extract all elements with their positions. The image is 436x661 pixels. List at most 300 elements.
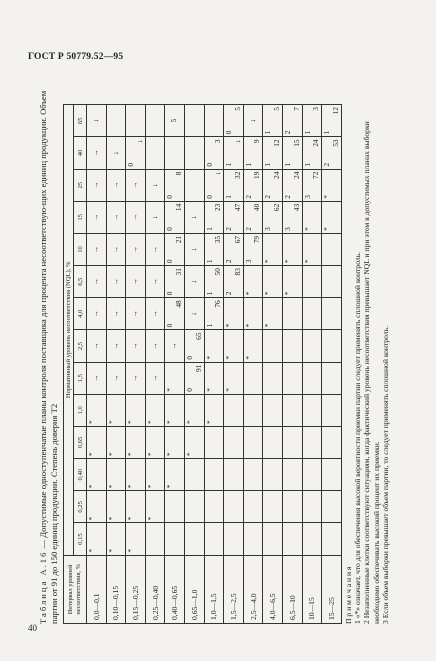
acceptance-number: 1	[263, 162, 273, 167]
cell-mark: ↓	[149, 183, 159, 187]
plan-cell	[106, 459, 126, 491]
plan-cell	[243, 298, 263, 330]
acceptance-number: *	[165, 452, 175, 457]
plan-cell	[165, 137, 185, 169]
plan-cell	[87, 330, 107, 362]
acceptance-number: 0	[126, 162, 136, 167]
plan-cell	[184, 459, 204, 491]
plan-cell	[243, 394, 263, 426]
plan-cell	[282, 426, 302, 458]
sample-size: 3	[311, 107, 321, 111]
acceptance-number: *	[145, 484, 155, 489]
nql-column-header: 65	[74, 105, 87, 137]
acceptance-number: 1	[224, 195, 234, 199]
row-range-label: 0,15—0,25	[126, 555, 146, 623]
nql-column-header: 0,25	[74, 491, 87, 523]
plan-cell	[126, 105, 146, 137]
row-range-label: 0,10—0,15	[106, 555, 126, 623]
plan-cell	[204, 298, 224, 330]
sample-size: 3	[213, 139, 223, 144]
acceptance-number: *	[87, 516, 96, 521]
acceptance-number: *	[126, 484, 136, 489]
sample-size: 35	[213, 235, 223, 244]
plan-cell	[184, 266, 204, 298]
plan-cell	[126, 459, 146, 491]
plan-cell	[126, 137, 146, 169]
plan-cell	[87, 426, 107, 458]
plan-cell	[282, 105, 302, 137]
plan-cell	[165, 233, 185, 265]
row-range-label: 0,0—0,1	[87, 555, 107, 623]
caption-text: — Допустимые одноступенчатые планы контроля поставщика для процента несоответствую-щих единиц продукции. Объем партии от 91 до 150 единиц продукции. Степень доверия Т2	[38, 90, 59, 624]
plan-cell	[106, 394, 126, 426]
plan-cell	[106, 233, 126, 265]
table-row	[243, 105, 263, 624]
plan-cell	[282, 523, 302, 555]
table-row	[106, 105, 126, 624]
sample-size: 62	[271, 203, 281, 212]
cell-mark: →	[110, 181, 120, 189]
table-row	[282, 105, 302, 624]
acceptance-number: 1	[204, 259, 214, 264]
acceptance-number: 1	[204, 227, 214, 231]
plan-cell	[243, 233, 263, 265]
acceptance-number: *	[263, 291, 273, 296]
sample-size: 65	[193, 332, 203, 340]
acceptance-number: *	[243, 323, 253, 328]
acceptance-number: *	[106, 484, 116, 489]
plan-cell	[126, 330, 146, 362]
plan-cell	[224, 394, 244, 426]
row-range-label: 1,0—1,5	[204, 555, 224, 623]
plan-cell	[126, 426, 146, 458]
acceptance-number: 1	[322, 130, 332, 135]
sample-size: 12	[330, 107, 340, 115]
plan-cell	[302, 491, 322, 523]
sample-size: 24	[311, 139, 321, 147]
acceptance-number: 2	[243, 227, 253, 231]
cell-mark: ↓	[188, 247, 198, 252]
sample-size: 19	[252, 171, 262, 179]
plan-cell	[263, 137, 283, 169]
corner-header: Интервал уровней несоответствия, %	[64, 555, 87, 623]
plan-cell	[87, 137, 107, 169]
plan-cell	[145, 137, 165, 169]
plan-cell	[282, 169, 302, 201]
plan-cell	[87, 362, 107, 394]
plan-cell	[263, 298, 283, 330]
acceptance-number: *	[224, 355, 234, 360]
plan-cell	[322, 233, 342, 265]
acceptance-number: 2	[224, 227, 234, 231]
plan-cell	[126, 394, 146, 426]
plan-cell	[145, 459, 165, 491]
plan-cell	[87, 233, 107, 265]
plan-cell	[165, 201, 185, 233]
plan-cell	[106, 426, 126, 458]
plan-cell	[282, 266, 302, 298]
plan-cell	[322, 137, 342, 169]
acceptance-number: 2	[322, 162, 332, 167]
notes	[344, 84, 390, 624]
acceptance-number: *	[224, 388, 234, 392]
plan-cell	[106, 169, 126, 201]
plan-cell	[106, 298, 126, 330]
acceptance-number: *	[302, 259, 312, 264]
acceptance-number: *	[126, 420, 136, 424]
rotated-content	[38, 84, 398, 624]
plan-cell	[243, 330, 263, 362]
nql-column-header: 1,0	[74, 394, 87, 426]
acceptance-number: *	[145, 452, 155, 457]
sampling-plans-table	[63, 104, 342, 624]
cell-mark: ↓	[149, 215, 159, 220]
acceptance-number: *	[282, 259, 292, 264]
plan-cell	[263, 201, 283, 233]
acceptance-number: *	[263, 259, 273, 264]
cell-mark: →	[149, 277, 159, 286]
plan-cell	[145, 201, 165, 233]
nql-column-header: 0,40	[74, 459, 87, 491]
nql-column-header: 0,65	[74, 426, 87, 458]
plan-cell	[184, 298, 204, 330]
plan-cell	[322, 169, 342, 201]
plan-cell	[145, 523, 165, 555]
sample-size: 83	[232, 268, 242, 276]
plan-cell	[106, 523, 126, 555]
plan-cell	[126, 201, 146, 233]
row-range-label: 4,0—6,5	[263, 555, 283, 623]
acceptance-number: *	[145, 420, 155, 424]
acceptance-number: *	[126, 548, 136, 553]
cell-mark: →	[110, 342, 120, 350]
plan-cell	[322, 426, 342, 458]
acceptance-number: *	[145, 516, 155, 521]
cell-mark: →	[110, 245, 120, 254]
plan-cell	[204, 491, 224, 523]
plan-cell	[282, 201, 302, 233]
acceptance-number: *	[243, 291, 253, 296]
row-range-label: 2,5—4,0	[243, 555, 263, 623]
table-caption	[38, 84, 60, 624]
plan-cell	[224, 491, 244, 523]
acceptance-number: *	[224, 323, 234, 328]
plan-cell	[184, 169, 204, 201]
plan-cell	[106, 491, 126, 523]
plan-cell	[184, 491, 204, 523]
plan-cell	[263, 169, 283, 201]
cell-mark: →	[169, 342, 179, 350]
plan-cell	[126, 298, 146, 330]
row-range-label: 6,5—10	[282, 555, 302, 623]
acceptance-number: *	[106, 548, 116, 553]
plan-cell	[243, 523, 263, 555]
plan-cell	[165, 266, 185, 298]
acceptance-number: *	[322, 195, 332, 199]
plan-cell	[204, 169, 224, 201]
cell-mark: →	[91, 245, 100, 254]
sample-size: 72	[311, 171, 321, 179]
plan-cell	[263, 105, 283, 137]
plan-cell	[145, 426, 165, 458]
plan-cell	[282, 491, 302, 523]
plan-cell	[165, 523, 185, 555]
acceptance-number: *	[165, 484, 175, 489]
plan-cell	[243, 459, 263, 491]
plan-cell	[165, 459, 185, 491]
table-row	[165, 105, 185, 624]
acceptance-number: 3	[243, 259, 253, 264]
table-row	[87, 105, 107, 624]
row-range-label: 10—15	[302, 555, 322, 623]
acceptance-number: 3	[263, 227, 273, 231]
cell-mark: →	[110, 277, 120, 286]
plan-cell	[224, 137, 244, 169]
plan-cell	[302, 459, 322, 491]
page-number: 40	[28, 623, 37, 633]
cell-mark: →	[91, 374, 100, 382]
plan-cell	[87, 491, 107, 523]
plan-cell	[204, 330, 224, 362]
row-range-label: 1,5—2,5	[224, 555, 244, 623]
plan-cell	[322, 201, 342, 233]
plan-cell	[165, 298, 185, 330]
acceptance-number: *	[184, 452, 194, 457]
plan-cell	[204, 105, 224, 137]
plan-cell	[87, 201, 107, 233]
plan-cell	[165, 491, 185, 523]
plan-cell	[87, 523, 107, 555]
plan-cell	[87, 105, 107, 137]
plan-cell	[282, 233, 302, 265]
acceptance-number: *	[87, 548, 96, 553]
plan-cell	[282, 394, 302, 426]
plan-cell	[145, 169, 165, 201]
note-2: 2 Незаполненные клетки соответствуют ситуациям, когда фактический уровень несоответствия превышает NQL и при этом в допустимых планах выборки необходимо обеспечивать высокий процент их приемки.	[362, 121, 381, 624]
plan-cell	[126, 523, 146, 555]
plan-cell	[263, 426, 283, 458]
acceptance-number: *	[165, 388, 175, 392]
page-header: ГОСТ Р 50779.52—95	[28, 52, 124, 62]
acceptance-number: *	[263, 323, 273, 328]
plan-cell	[165, 105, 185, 137]
acceptance-number: 0	[204, 162, 214, 167]
plan-cell	[126, 233, 146, 265]
notes-title: П р и м е ч а н и я	[343, 566, 353, 624]
cell-mark: →	[130, 310, 140, 318]
acceptance-number: 1	[282, 162, 292, 167]
acceptance-number: *	[243, 355, 253, 360]
plan-cell	[145, 491, 165, 523]
acceptance-number: *	[106, 452, 116, 457]
acceptance-number: 2	[263, 195, 273, 199]
table-row	[302, 105, 322, 624]
acceptance-number: 0	[165, 323, 175, 328]
sample-size: 31	[173, 268, 183, 276]
sample-size: 50	[213, 268, 223, 276]
sample-size: 23	[213, 203, 223, 212]
plan-cell	[322, 362, 342, 394]
nql-column-header: 0,15	[74, 523, 87, 555]
plan-cell	[184, 233, 204, 265]
sample-size: 67	[232, 235, 242, 244]
cell-mark: →	[130, 181, 140, 189]
acceptance-number: 2	[282, 130, 292, 135]
sample-size: 40	[252, 203, 262, 212]
cell-mark: ↓	[188, 311, 198, 316]
plan-cell	[302, 201, 322, 233]
table-row	[145, 105, 165, 624]
cell-mark: ↓	[91, 118, 100, 123]
sample-size: 79	[252, 235, 262, 244]
plan-cell	[302, 362, 322, 394]
plan-cell	[87, 394, 107, 426]
plan-cell	[184, 394, 204, 426]
plan-cell	[243, 362, 263, 394]
plan-cell	[263, 491, 283, 523]
sample-size: 14	[173, 203, 183, 212]
sample-size: 7	[291, 107, 301, 111]
plan-cell	[106, 201, 126, 233]
plan-cell	[204, 362, 224, 394]
plan-cell	[224, 426, 244, 458]
cell-mark: ↓	[188, 279, 198, 284]
plan-cell	[322, 330, 342, 362]
plan-cell	[204, 266, 224, 298]
plan-cell	[106, 362, 126, 394]
plan-cell	[243, 266, 263, 298]
nql-column-header: 10	[74, 233, 87, 265]
cell-mark: →	[110, 310, 120, 318]
plan-cell	[224, 201, 244, 233]
plan-cell	[165, 362, 185, 394]
plan-cell	[87, 459, 107, 491]
plan-cell	[145, 298, 165, 330]
acceptance-number: 3	[302, 195, 312, 199]
cell-mark: →	[91, 310, 100, 318]
plan-cell	[106, 137, 126, 169]
acceptance-number: 1	[204, 323, 214, 328]
plan-cell	[282, 298, 302, 330]
plan-cell	[224, 298, 244, 330]
plan-cell	[145, 362, 165, 394]
plan-cell	[165, 169, 185, 201]
plan-cell	[184, 523, 204, 555]
sample-size: ↓	[213, 171, 223, 176]
plan-cell	[243, 137, 263, 169]
acceptance-number: *	[184, 420, 194, 424]
acceptance-number: *	[302, 227, 312, 231]
nql-column-header: 1,5	[74, 362, 87, 394]
nql-column-header: 6,5	[74, 266, 87, 298]
plan-cell	[224, 105, 244, 137]
plan-cell	[145, 266, 165, 298]
acceptance-number: *	[87, 452, 96, 457]
plan-cell	[282, 137, 302, 169]
acceptance-number: *	[282, 291, 292, 296]
plan-cell	[145, 330, 165, 362]
note-3: 3 Если объем выборки превышает объем партии, то следует применять сплошной контроль.	[380, 325, 390, 624]
plan-cell	[224, 169, 244, 201]
plan-cell	[282, 362, 302, 394]
acceptance-number: *	[87, 484, 96, 489]
plan-cell	[263, 330, 283, 362]
plan-cell	[126, 169, 146, 201]
cell-mark: →	[149, 374, 159, 382]
cell-mark: →	[130, 213, 140, 222]
acceptance-number: *	[87, 420, 96, 424]
plan-cell	[184, 105, 204, 137]
plan-cell	[204, 233, 224, 265]
acceptance-number: *	[106, 420, 116, 424]
plan-cell	[204, 523, 224, 555]
group-header: Нормативный уровень несоответствия (NQL), %	[64, 105, 74, 556]
plan-cell	[204, 459, 224, 491]
plan-cell	[302, 105, 322, 137]
plan-cell	[263, 523, 283, 555]
plan-cell	[302, 266, 322, 298]
cell-mark: →	[130, 342, 140, 350]
cell-mark: →	[91, 277, 100, 286]
cell-mark: →	[149, 310, 159, 318]
sample-size: 12	[271, 139, 281, 147]
sample-size: 76	[213, 300, 223, 308]
sample-size: 21	[173, 235, 183, 244]
plan-cell	[224, 362, 244, 394]
acceptance-number: 2	[243, 195, 253, 199]
plan-cell	[106, 330, 126, 362]
plan-cell	[322, 459, 342, 491]
table-row	[322, 105, 342, 624]
acceptance-number: 3	[282, 227, 292, 231]
plan-cell	[322, 491, 342, 523]
plan-cell	[184, 330, 204, 362]
plan-cell	[322, 105, 342, 137]
acceptance-number: *	[322, 227, 332, 231]
nql-column-header: 40	[74, 137, 87, 169]
plan-cell	[87, 298, 107, 330]
acceptance-number: 1	[243, 162, 253, 167]
table-row	[263, 105, 283, 624]
plan-cell	[165, 394, 185, 426]
note-1: 1 «*» означает, что для обеспечения высокой вероятности приемки партии следует применять сплошной контроль.	[353, 251, 363, 624]
row-range-label: 0,25—0,40	[145, 555, 165, 623]
acceptance-number: 0	[224, 130, 234, 135]
plan-cell	[204, 137, 224, 169]
plan-cell	[145, 394, 165, 426]
plan-cell	[263, 459, 283, 491]
cell-mark: →	[130, 277, 140, 286]
plan-cell	[263, 233, 283, 265]
plan-cell	[184, 137, 204, 169]
cell-mark: →	[91, 181, 100, 189]
plan-cell	[302, 137, 322, 169]
table-row	[184, 105, 204, 624]
sample-size: 47	[232, 203, 242, 212]
cell-mark: →	[130, 245, 140, 254]
plan-cell	[224, 233, 244, 265]
acceptance-number: 0	[165, 259, 175, 264]
cell-mark: →	[130, 374, 140, 382]
plan-cell	[165, 426, 185, 458]
plan-cell	[322, 266, 342, 298]
plan-cell	[204, 201, 224, 233]
plan-cell	[106, 105, 126, 137]
nql-column-header: 15	[74, 201, 87, 233]
plan-cell	[145, 233, 165, 265]
sample-size: 5	[232, 107, 242, 111]
nql-column-header: 2,5	[74, 330, 87, 362]
